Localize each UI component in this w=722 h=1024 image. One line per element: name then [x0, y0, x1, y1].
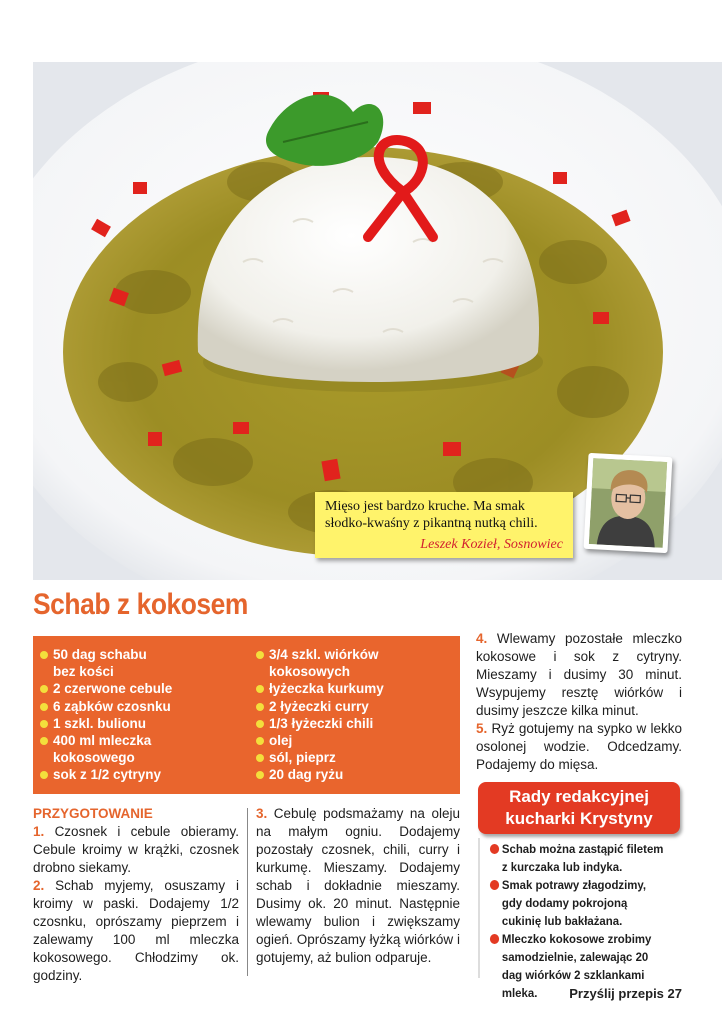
- quote-author: Leszek Kozieł, Sosnowiec: [420, 537, 563, 552]
- tip-item: Mleczko kokosowe zrobimy samodzielnie, zalewając 20 dag wiórków 2 szklankami mleka.: [489, 930, 667, 1002]
- tip-item: Schab można zastąpić filetem z kurczaka lub indyka.: [489, 840, 667, 876]
- tips-heading: [478, 782, 680, 834]
- ingredient-item: 1/3 łyżeczki chili: [256, 715, 384, 732]
- ingredient-item: olej: [256, 732, 384, 749]
- column-divider: [247, 808, 248, 976]
- preparation-column-1: [33, 805, 239, 985]
- author-portrait: [589, 458, 667, 548]
- ingredient-item: 2 łyżeczki curry: [256, 698, 384, 715]
- tips-divider: [478, 838, 480, 978]
- ingredient-item: łyżeczka kurkumy: [256, 680, 384, 697]
- ingredients-box: [33, 636, 460, 794]
- ingredient-item: 400 ml mleczka: [40, 732, 172, 749]
- ingredients-right-list: [256, 646, 384, 784]
- ingredient-item: 2 czerwone cebule: [40, 680, 172, 697]
- ingredient-item: 3/4 szkl. wiórków: [256, 646, 384, 663]
- ingredients-left-list: [40, 646, 172, 784]
- preparation-heading: PRZYGOTOWANIE: [33, 806, 153, 821]
- step-1: 1. Czosnek i cebule obieramy. Cebule kroimy w krążki, czosnek drobno siekamy.: [33, 824, 239, 875]
- preparation-column-2: [256, 805, 460, 967]
- recipe-title: Schab z kokosem: [33, 588, 248, 621]
- step-3: 3. Cebulę podsmażamy na oleju na małym ogniu. Dodajemy pozostały czosnek, chili, curry i kurkumę. Mieszamy. Dodajemy schab i dokładnie mieszamy. Dusimy ok. 20 minut. Następnie wlewamy bulion i zwiększamy ogień. Oprószamy łyżką wiórków i gotujemy, aż bulion odparuje.: [256, 806, 460, 965]
- preparation-column-3: [476, 630, 682, 774]
- ingredient-item: bez kości: [53, 664, 114, 680]
- step-2: 2. Schab myjemy, osuszamy i kroimy w paski. Dodajemy 1/2 czosnku, oprószamy pieprzem i zalewamy 100 ml mleczka kokosowego. Chłodzimy ok. godziny.: [33, 878, 239, 983]
- ingredient-item: kokosowego: [53, 750, 135, 766]
- ingredient-item: 6 ząbków czosnku: [40, 698, 172, 715]
- ingredient-item: 1 szkl. bulionu: [40, 715, 172, 732]
- step-5: 5. Ryż gotujemy na sypko w lekko osolonej wodzie. Odcedzamy. Podajemy do mięsa.: [476, 721, 682, 772]
- step-4: 4. Wlewamy pozostałe mleczko kokosowe i sok z cytryny. Mieszamy i dusimy 30 minut. Wsypujemy resztę wiórków i dusimy jeszcze kilka minut.: [476, 631, 682, 718]
- ingredient-item: kokosowych: [269, 664, 351, 680]
- tips-heading-line-2: kucharki Krystyny: [505, 809, 653, 828]
- quote-text: Mięso jest bardzo kruche. Ma smak słodko-kwaśny z pikantną nutką chili.: [325, 499, 538, 531]
- reader-quote: [315, 492, 573, 558]
- tips-heading-line-1: Rady redakcyjnej: [509, 787, 649, 806]
- avatar: [584, 453, 673, 553]
- page-footer: Przyślij przepis 27: [569, 986, 682, 1001]
- ingredient-item: 50 dag schabu: [40, 646, 172, 663]
- ingredient-item: 20 dag ryżu: [256, 766, 384, 783]
- ingredient-item: sok z 1/2 cytryny: [40, 766, 172, 783]
- tips-list: [489, 840, 667, 1002]
- ingredient-item: sól, pieprz: [256, 749, 384, 766]
- tip-item: Smak potrawy złagodzimy, gdy dodamy pokrojoną cukinię lub bakłażana.: [489, 876, 667, 930]
